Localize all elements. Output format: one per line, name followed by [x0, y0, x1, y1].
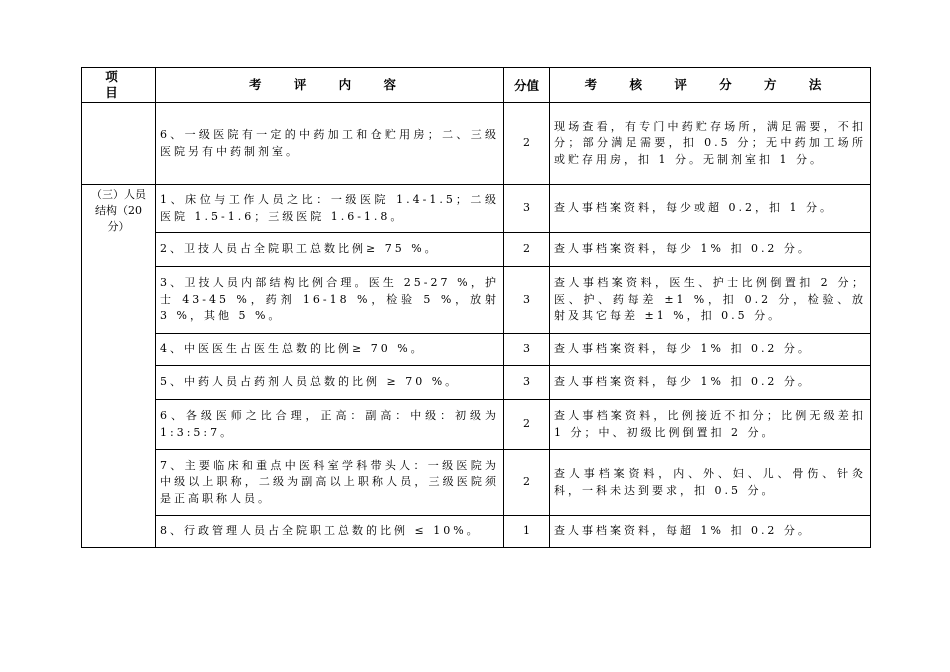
header-item: 项 目	[82, 68, 156, 103]
score-cell: 1	[504, 516, 550, 548]
table-row	[82, 185, 871, 233]
score-cell: 2	[504, 103, 550, 185]
table-row	[82, 334, 871, 366]
content-cell: 4、中医医生占医生总数的比例≥ 70 %。	[156, 334, 504, 366]
header-score: 分值	[504, 68, 550, 103]
method-cell: 查人事档案资料，医生、护士比例倒置扣 2 分；医、护、药每差 ±1 %，扣 0.2 分，检验、放射及其它每差 ±1 %，扣 0.5 分。	[550, 267, 871, 334]
table-row	[82, 516, 871, 548]
table-row	[82, 233, 871, 267]
table-row	[82, 400, 871, 450]
table-row	[82, 450, 871, 516]
score-cell: 3	[504, 267, 550, 334]
table-row	[82, 103, 871, 185]
evaluation-table	[81, 67, 871, 548]
header-row	[82, 68, 871, 103]
content-cell: 6、各级医师之比合理，正高：副高：中级：初级为 1:3:5:7。	[156, 400, 504, 450]
score-cell: 2	[504, 233, 550, 267]
item-cell-staff-structure: （三）人员结构（20 分）	[82, 185, 156, 548]
table-row	[82, 267, 871, 334]
method-cell: 查人事档案资料，内、外、妇、儿、骨伤、针灸科，一科未达到要求，扣 0.5 分。	[550, 450, 871, 516]
method-cell: 查人事档案资料，每超 1% 扣 0.2 分。	[550, 516, 871, 548]
method-cell: 查人事档案资料，每少或超 0.2，扣 1 分。	[550, 185, 871, 233]
content-cell: 5、中药人员占药剂人员总数的比例 ≥ 70 %。	[156, 366, 504, 400]
content-cell: 3、卫技人员内部结构比例合理。医生 25-27 %，护士 43-45 %，药剂 16-18 %，检验 5 %，放射 3 %，其他 5 %。	[156, 267, 504, 334]
item-cell	[82, 103, 156, 185]
header-content: 考 评 内 容	[156, 68, 504, 103]
content-cell: 1、床位与工作人员之比：一级医院 1.4-1.5；二级医院 1.5-1.6；三级医院 1.6-1.8。	[156, 185, 504, 233]
method-cell: 查人事档案资料，每少 1% 扣 0.2 分。	[550, 334, 871, 366]
score-cell: 2	[504, 450, 550, 516]
score-cell: 2	[504, 400, 550, 450]
header-method: 考 核 评 分 方 法	[550, 68, 871, 103]
method-cell: 查人事档案资料，每少 1% 扣 0.2 分。	[550, 233, 871, 267]
score-cell: 3	[504, 366, 550, 400]
method-cell: 查人事档案资料，每少 1% 扣 0.2 分。	[550, 366, 871, 400]
content-cell: 8、行政管理人员占全院职工总数的比例 ≤ 10%。	[156, 516, 504, 548]
score-cell: 3	[504, 334, 550, 366]
content-cell: 7、主要临床和重点中医科室学科带头人：一级医院为中级以上职称，二级为副高以上职称人员，三级医院须是正高职称人员。	[156, 450, 504, 516]
score-cell: 3	[504, 185, 550, 233]
method-cell: 现场查看，有专门中药贮存场所，满足需要，不扣分；部分满足需要，扣 0.5 分；无中药加工场所或贮存用房，扣 1 分。无制剂室扣 1 分。	[550, 103, 871, 185]
content-cell: 2、卫技人员占全院职工总数比例≥ 75 %。	[156, 233, 504, 267]
table-row	[82, 366, 871, 400]
method-cell: 查人事档案资料，比例接近不扣分；比例无级差扣 1 分；中、初级比例倒置扣 2 分。	[550, 400, 871, 450]
content-cell: 6、一级医院有一定的中药加工和仓贮用房；二、三级医院另有中药制剂室。	[156, 103, 504, 185]
